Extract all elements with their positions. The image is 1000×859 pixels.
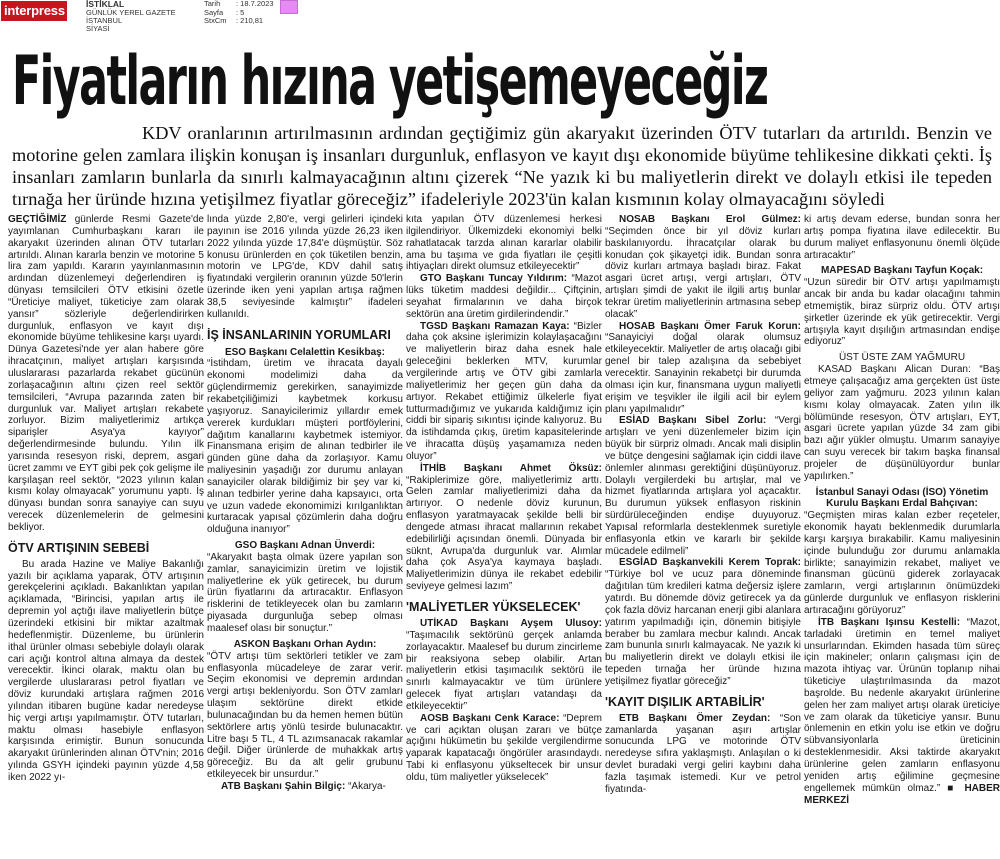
speaker-nosab: NOSAB Başkanı Erol Gülmez: — [619, 214, 801, 225]
color-swatch — [280, 0, 298, 14]
speaker-esgiad: ESGİAD Başkanvekili Kerem Toprak: — [619, 557, 801, 569]
column-3 — [406, 214, 602, 859]
paragraph: Bu arada Hazine ve Maliye Bakanlığı yazılı bir açıklama yaparak, ÖTV artışının gerekçelerini açıkladı. Bakanlıktan yapılan açıklamada, “Birincisi, yapılan artış ile depremin yol açtığı ilave maliyetlerin bütçe üzerindeki etkisini bir miktar azaltmak hedeflenmiştir. Düzenleme, bu ürünlerin ithal ürünler olması sebebiyle dolaylı olarak cari açığı kontrol altına almaya da destek verecektir. İkinci olarak, maktu olan bu vergilerde uluslararası petrol fiyatları ve döviz kurundaki artışlara rağmen 2016 yılından itibaren bugüne kadar neredeyse hiç vergi artışı yapılmamıştır. ÖTV tutarları, maktu olması hasebiyle enflasyon karşısında erimiştir. Bunun sonucunda akaryakıt ürünlerinden alınan ÖTV'nin; 2016 yılında GSYH içindeki payının yüzde 4,58 iken 2022 yı- — [8, 558, 204, 783]
lead-word: GEÇTİĞİMİZ — [8, 214, 67, 225]
quote: kıta yapılan ÖTV düzenlemesi herkesi ilgilendiriyor. Ülkemizdeki ekonomiyi belki rahatlatacak tarzda alınan kararlar olabilir ama bu taşıma ve gıda fiyatları ile çeşitli ihtiyaçları direkt olumsuz etkileyecektir” — [406, 214, 602, 273]
speaker-utikad: UTİKAD Başkanı Ayşem Ulusoy: — [420, 618, 602, 629]
quote: GTO Başkanı Tuncay Yıldırım: “Mazot lüks tüketim maddesi değildir... Çiftçinin, seyahat firmalarının ve daha birçok sektörün ana üretim girdilerindendir.” — [406, 273, 602, 320]
publication-category: SİYASİ — [86, 24, 110, 34]
speaker-hosab: HOSAB Başkanı Ömer Faruk Korun: — [619, 320, 801, 332]
lead-paragraph: KDV oranlarının artırılmasının ardından geçtiğimiz gün akaryakıt üzerinden ÖTV tutarları da artırıldı. Benzin ve motorine gelen zamlara ilişkin konuşan iş insanları durgunluk, enflasyon ve kayıt dışı ekonomide büyüme tehlikesine dikkati çekti. İş insanları zamların bunlarla da sınırlı kalmayacağının altını çizerek “Ne yazık ki bu maliyetlerin direkt ve dolaylı etkisi ile tepeden tırnağa her üründe hızına yetişilmez fiyatlar göreceğiz” ifadeleriyle 2023'ün kalan kısmının kolay olmayacağını söyledi — [12, 123, 992, 209]
quote: “Akaryakıt başta olmak üzere yapılan son zamlar, sanayicimizin üretim ve lojistik maliyetlerine ek yük getirecek, bu durum ürün fiyatlarını da artıracaktır. Enflasyon risklerini de tetikleyecek olan bu zamların piyasada durgunluğa sebep olması maalesef olası bir sonuçtur.” — [207, 551, 403, 634]
clip-meta — [204, 0, 274, 26]
speaker-iso: İstanbul Sanayi Odası (İSO) Yönetim Kurulu Başkanı Erdal Bahçıvan: — [815, 486, 989, 510]
area-label: StxCm — [204, 16, 227, 26]
quote: ESİAD Başkanı Sibel Zorlu: “Vergi artışları ve yeni düzenlemeler bizim için büyük bir sürpriz olmadı. Ancak mali disiplin ve bütçe dengesini sağlamak için ciddi ilave önlemler alınması gerektiğini düşünüyoruz. Dolaylı vergilerdeki bu artışlar, mal ve hizmet fiyatlarında artışlara yol açacaktır. Bu durumun yüksek enflasyon riskinin sürdürüleceğinden endişe duyuyoruz. Yapısal reformlarla desteklenmek suretiyle enflasyonla etkin ve kararlı bir şekilde mücadele edilmeli” — [605, 415, 801, 557]
page-label: Sayfa — [204, 7, 224, 17]
subheading-otv-sebebi: ÖTV ARTIŞININ SEBEBİ — [8, 540, 150, 555]
area-value: : 210,81 — [236, 16, 264, 26]
quote: ESGİAD Başkanvekili Kerem Toprak: “Türkiye bol ve ucuz para döneminde dağıtılan tüm kredileri katma değersiz işlere yatırdı. Bu dönemde döviz getirecek ya da çok fazla döviz harcanan enerji gibi alanlara yatırım yapılmadığı için, dönemin bitişiyle beraber bu zamlara mecbur kalındı. Ancak zam bununla sınırlı kalmayacak. Ne yazık ki bu maliyetlerin direkt ve dolaylı etkisi ile tepeden tırnağa her üründe hızına yetişilmez fiyatlar göreceğiz” — [605, 557, 801, 687]
column-1 — [8, 214, 204, 859]
quote: UTİKAD Başkanı Ayşem Ulusoy: “Taşımacılık sektörünü gerçek anlamda zorlayacaktır. Maalesef bu durum zincirleme bir reaksiyona sebep olabilir. Artan maliyetlerin etkisi taşımacılık sektörü ile sınırlı kalmayacaktır ve tüm ürünlere gelecek fiyat artışları vatandaşı da etkileyecektir” — [406, 618, 602, 712]
quote: ATB Başkanı Şahin Bilgiç: “Akarya- — [221, 780, 386, 792]
column-2 — [207, 214, 403, 859]
quote: NOSAB Başkanı Erol Gülmez: “Seçimden önce bir yıl döviz kurları baskılanıyordu. İhracatçılar olarak bu konudan çok şikayetçi idik. Bundan sonra döviz kurları artmaya başladı biraz. Fakat asgari ücret artışı, vergi artışları, ÖTV artışları şimdi de yakıt ile ilgili artış bunlar tekrar üretim maliyetlerinin artmasına sebep olacak” — [605, 214, 801, 320]
subheading-zam-yagmuru: ÜST ÜSTE ZAM YAĞMURU — [838, 352, 966, 364]
speaker-esiad: ESİAD Başkanı Sibel Zorlu: — [619, 415, 767, 427]
subheading-yorumlar: İŞ İNSANLARININ YORUMLARI — [207, 327, 391, 342]
speaker-eso: ESO Başkanı Celalettin Kesikbaş: — [224, 346, 386, 358]
column-5 — [804, 214, 1000, 859]
quote: “ÖTV artışı tüm sektörleri tetikler ve zam enflasyonla mücadeleye de zarar verir. Seçim ekonomisi ve depremin ardından vergi artışı bekleniyordu. Son ÖTV zamları ulaşım sektörüne direkt etkide bulunacağından bu da hemen hemen bütün sektörlere artış yönlü tesirde bulunacaktır. Litre başı 5 TL, 4 TL azımsanacak rakamlar değil. Diğer ürünlerde de muhakkak artış göreceğiz. Bu da alt gelir grubunu etkileyecek bir unsurdur.” — [207, 650, 403, 781]
paragraph: lında yüzde 2,80'e, vergi gelirleri içindeki payının ise 2016 yılında yüzde 26,23 iken 2022 yılında yüzde 17,84'e düşmüştür. Söz konusu ürünlerden en çok tüketilen benzin, motorin ve LPG'de, KDV dahil satış fiyatındaki vergilerin oranının yüzde 50'lerin üzerinde iken yeni yapılan artışa rağmen 38,5 seviyesinde kalmıştır” ifadeleri kullanıldı. — [207, 214, 403, 320]
interpress-logo: interpress — [1, 1, 67, 21]
speaker-askon: ASKON Başkanı Orhan Aydın: — [233, 638, 377, 650]
clipping-header — [0, 0, 1000, 40]
publication-name: İSTİKLAL — [86, 0, 125, 9]
speaker-ithib: İTHİB Başkanı Ahmet Öksüz: — [420, 462, 602, 474]
quote: TGSD Başkanı Ramazan Kaya: “Bizler daha çok aksine işlerimizin kolaylaşacağını ve maliyetlerin biraz daha esnek hale geleceğini beklerken MTV, kurumlar vergilerinde artış ve ÖTV gibi zamlarla maliyetlerimiz her geçen gün daha da artıyor. Rekabet ettiğimiz ülkelerle fiyat tutturmadığımız ve yukarıda kaldığımız için ciddi bir sipariş sıkıntısı içinde kalıyoruz. Bu da istihdamda çıkış, üretim kapasitelerinde ve ihracatta düşüş yaşamamıza neden oluyor” — [406, 320, 602, 462]
column-4 — [605, 214, 801, 859]
intro-paragraph: GEÇTİĞİMİZ günlerde Resmi Gazete'de yayımlanan Cumhurbaşkanı kararı ile akaryakıt üzerinden alınan ÖTV tutarları artırıldı. Alınan kararla benzin ve motorine 5 lira zam yapıldı. Kararın yayınlanmasının ardından düzenlemeyi değerlendiren iş dünyası temsilcileri ÖTV etkisini özetle “Üreticiye maliyet, tüketiciye zam olarak yansır” sözleriyle değerlendirirken durgunluk, enflasyon ve kayıt dışı ekonomide büyüme tehlikesine karşı uyardı. Dünya Gazetesi'nde yer alan habere göre ihracatçının, maliyet artışları karşısında uluslararası pazarlarda rekabet gücünün zorlaşacağının altını çizen reel sektör temsilcileri, “Avrupa pazarında zaten bir durgunluk var. Maliyet artışları rekabete zorluyor. Bizim maliyetlerimiz artıkça siparişler Asya'ya kayıyor” değerlendirmesinde bulundu. Yılın ilk yarısında resesyon riski, deprem, asgari ücret zammı ve EYT gibi pek çok gelişme ile karşılaşan reel sektör, “2023 yılının kalan kısmı kolay olmayacak” yorumunu yaptı. İş dünyası bundan sonra sanayiye can suyu verecek düzenlemelerin de gelmesini bekliyor. — [8, 214, 205, 533]
article-body — [8, 214, 1000, 859]
byline: ■ HABER MERKEZİ — [804, 782, 1000, 806]
page-value: : 5 — [236, 7, 245, 17]
date-label: Tarih — [204, 0, 221, 8]
quote: “Uzun süredir bir ÖTV artışı yapılmamıştı ancak bir anda bu kadar olacağını tahmin etmemiştik, biraz sürpriz oldu. ÖTV artışı şirketler üzerinde ek yük getirecektir. Vergi artışıyla kayıt dışılığın artmasından endişe ediyoruz” — [804, 277, 1000, 348]
quote: HOSAB Başkanı Ömer Faruk Korun: “Sanayiciyi doğal olarak olumsuz etkileyecektir. Maliyetler de artış olacağı gibi genel bir talep azalışına da sebebiyet verecektir. Sanayinin rekabetçi bir durumda olması için kur, finansmana uygun maliyetli erişim ve teşvikler ile ilgili acil bir eylem planı yapılmalıdır” — [605, 320, 801, 415]
speaker-itb: İTB Başkanı Işınsu Kestelli: — [818, 616, 961, 628]
quote: İTB Başkanı Işınsu Kestelli: “Mazot, tarladaki üretimin en temel maliyet unsurlarından. Ekimden hasada tüm süreç için makineler; onların çalışması için de mazota ihtiyaç var. Ürünün toplanıp nihai tüketiciye ulaştırılmasında da mazot başrolde. Bu nedenle akaryakıt ürünlerine gelen her zam maliyet artışı olarak üreticiye ve zam olarak da tüketiciye yansır. Bunu önlemenin en etkin yolu ise etkin ve doğru sübvansiyonlarla üreticinin desteklenmesidir. Aksi taktirde akaryakıt ürünlerine gelen zamların enflasyonu yeniden artış eğilimine geçmesine engellemek mümkün olmaz.” ■ HABER MERKEZİ — [804, 616, 1000, 806]
publication-info — [86, 0, 176, 34]
publication-city: İSTANBUL — [86, 16, 123, 26]
quote: KASAD Başkanı Alican Duran: “Baş etmeye çalışacağız ama gerçekten üst üste geliyor zam yağmuru. 2023 yılının kalan kısmı kolay olmayacak. Zaten yılın ilk bölümünde resesyon, ÖTV artışları, EYT, asgari ücrete yapılan yüzde 34 zam gibi bazı ağır yükler olmuştu. Umarım sanayiye can suyu verecek bir takım başka finansal projeler de düşünülüyordur bunlar yapılırken.” — [804, 364, 1000, 482]
headline: Fiyatların hızına yetişemeyeceğiz — [11, 42, 768, 121]
speaker-atb: ATB Başkanı Şahin Bilgiç: — [221, 780, 346, 792]
speaker-etb: ETB Başkanı Ömer Zeydan: — [619, 712, 771, 724]
quote: ETB Başkanı Ömer Zeydan: “Son zamanlarda yaşanan aşırı artışlar sonucunda LPG ve motorinde ÖTV neredeyse sıfıra yaklaşmıştı. Anlaşılan o ki devlet buradaki vergi geliri kaybını daha fazla taşımak istemedi. Kur ve petrol fiyatında- — [605, 712, 801, 795]
speaker-mapesad: MAPESAD Başkanı Tayfun Koçak: — [820, 265, 984, 277]
date-value: : 18.7.2023 — [236, 0, 274, 8]
quote: ki artış devam ederse, bundan sonra her artış pompa fiyatına ilave edilecektir. Bu durum maliyet enflasyonunu önemli ölçüde artıracaktır” — [804, 214, 1000, 261]
quote: “Geçmişten miras kalan ezber reçeteler, ekonomik hayatı beklenmedik durumlarla karşı karşıya bırakabilir. Kamu maliyesinin içinde bulunduğu zor durumu anlamakla birlikte; sanayimizin rekabet, maliyet ve finansman gücünü giderek zorlayacak zamların, vergi artışlarının önümüzdeki günlerde durgunluk ve enflasyon risklerini artıracağını görüyoruz” — [804, 510, 1000, 616]
quote: İTHİB Başkanı Ahmet Öksüz: “Rakiplerimize göre, maliyetlerimiz arttı. Gelen zamlar maliyetlerimizi daha da artırıyor. O nedenle döviz kurunun, enflasyon yaratmayacak şekilde belli bir dengede atması ihracat mallarının rekabet edebilirliği açısından önemli. Dünyada bir süknt, Avrupa'da durgunluk var. Alımlar daha çok Asya'ya kaymaya başladı. Maliyetlerimizin dünya ile rekabet edebilir seviyeye gelmesi lazım” — [406, 462, 602, 593]
speaker-gso: GSO Başkanı Adnan Ünverdi: — [234, 540, 376, 552]
quote: “İstihdam, üretim ve ihracata dayalı ekonomi modelimizi daha da güçlendirmemiz gerekirken, sanayimizde rekabetçiliğimizi kaybetmek korkusu yaşıyoruz. Sanayicilerimiz yıllardır emek vererek kurdukları müşteri portföylerini, dağıtım kanallarını kaybetmek istemiyor. Finansmana erişim de alınan tedbirler ile günden güne daha da zorlaşıyor. Kamu maliyesinin yaşadığı zor durumu anlayan sanayiciler olarak bildiğimiz bir şey var ki, alınan tedbirler yerine daha kapsayıcı, orta ve uzun vadede ekonomimizi kırılganlıktan kurtaracak yapısal çözümlerin daha doğru olduğuna inanıyor” — [207, 358, 403, 536]
speaker-aosb: AOSB Başkanı Cenk Karace: — [420, 712, 560, 724]
quote: AOSB Başkanı Cenk Karace: “Deprem ve cari açıktan oluşan zararı ve bütçe açığını hükümetin bu şekilde vergilendirme yaparak kapatacağı öngörüler arasındaydı. Tabi ki enflasyonu yükseltecek bir unsur oldu, tüm maliyetler yükselecek” — [406, 712, 602, 783]
publication-type: GÜNLÜK YEREL GAZETE — [86, 8, 176, 17]
subheading-maliyetler: 'MALİYETLER YÜKSELECEK' — [406, 600, 581, 614]
speaker-gto: GTO Başkanı Tuncay Yıldırım: — [420, 273, 568, 285]
subheading-kayit-disilik: 'KAYIT DIŞILIK ARTABİLİR' — [605, 694, 765, 709]
speaker-tgsd: TGSD Başkanı Ramazan Kaya: — [420, 320, 570, 332]
